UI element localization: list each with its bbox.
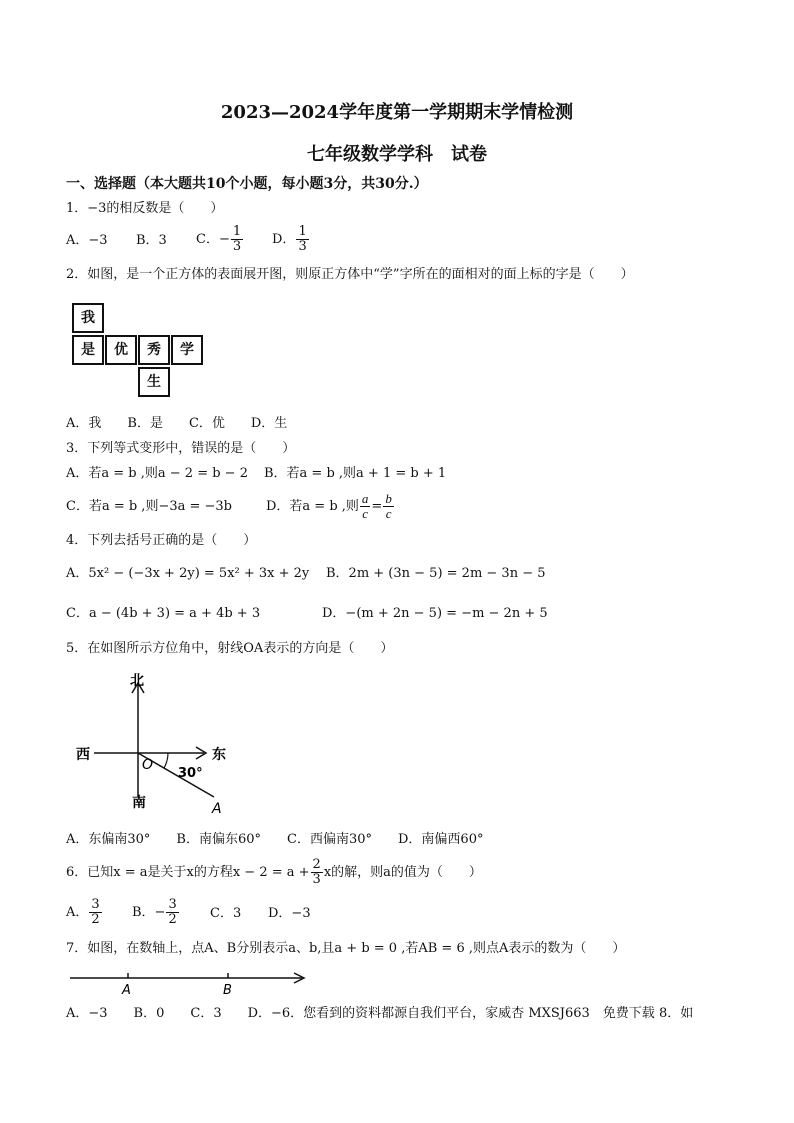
origin-label: O bbox=[142, 757, 154, 773]
cube-cell: 我 bbox=[72, 303, 104, 333]
angle-label: 30° bbox=[178, 766, 203, 781]
north-label: 北 bbox=[130, 673, 144, 689]
q1-stem: 1．−3的相反数是（ ） bbox=[66, 201, 224, 216]
q5-options: A．东偏南30° B．南偏东60° C．西偏南30° D．南偏西60° bbox=[66, 832, 484, 847]
q3-option-c: C．若a = b ,则−3a = −3b bbox=[66, 499, 232, 514]
cube-cell: 优 bbox=[105, 335, 137, 365]
point-a-label: A bbox=[122, 983, 131, 998]
q2-stem: 2．如图，是一个正方体的表面展开图，则原正方体中“学”字所在的面相对的面上标的字是（ ） bbox=[66, 267, 634, 282]
q6-option-a: A． $\frac{3}{2}$ bbox=[66, 897, 100, 927]
cube-cell: 生 bbox=[138, 367, 170, 397]
west-label: 西 bbox=[76, 747, 90, 763]
q6-option-c: C．3 bbox=[210, 906, 242, 921]
q1-option-c: C．− $\frac{1}{3}$ bbox=[196, 224, 242, 254]
cube-cell: 学 bbox=[171, 335, 203, 365]
number-line-figure bbox=[66, 970, 326, 1000]
point-b-label: B bbox=[223, 983, 232, 998]
q5-stem: 5．在如图所示方位角中，射线OA表示的方向是（ ） bbox=[66, 641, 394, 656]
exam-subtitle: 七年级数学学科 试卷 bbox=[307, 144, 487, 165]
q3-option-a: A．若a = b ,则a − 2 = b − 2 bbox=[66, 466, 248, 481]
direction-figure bbox=[66, 665, 256, 825]
q4-stem: 4．下列去括号正确的是（ ） bbox=[66, 533, 257, 548]
q7-stem: 7．如图，在数轴上，点A、B分别表示a、b,且a + b = 0 ,若AB = 6 ,则点A表示的数为（ ） bbox=[66, 941, 626, 956]
q4-option-d: D．−(m + 2n − 5) = −m − 2n + 5 bbox=[322, 606, 548, 621]
exam-title: 2023—2024学年度第一学期期末学情检测 bbox=[220, 102, 574, 123]
q3-option-b: B．若a = b ,则a + 1 = b + 1 bbox=[264, 466, 447, 481]
q3-stem: 3．下列等式变形中，错误的是（ ） bbox=[66, 441, 296, 456]
ray-end-label: A bbox=[212, 801, 222, 817]
q1-option-a: A．−3 bbox=[66, 233, 108, 248]
q1-option-d: D． $\frac{1}{3}$ bbox=[272, 224, 307, 254]
cube-cell: 是 bbox=[72, 335, 104, 365]
angle-arc bbox=[164, 753, 168, 768]
q3-option-d: D．若a = b ,则 $\frac{a}{c}$ = $\frac{b}{c}$ bbox=[266, 491, 392, 521]
q4-option-c: C．a − (4b + 3) = a + 4b + 3 bbox=[66, 606, 261, 621]
section-heading: 一、选择题（本大题共10个小题，每小题3分，共30分.） bbox=[66, 176, 428, 192]
q1-option-b: B．3 bbox=[136, 233, 167, 248]
q6-option-d: D．−3 bbox=[268, 906, 311, 921]
q6-option-b: B．− $\frac{3}{2}$ bbox=[132, 897, 177, 927]
cube-cell: 秀 bbox=[138, 335, 170, 365]
q7-options: A．−3 B．0 C．3 D．−6．您看到的资料都源自我们平台，家威杏 MXSJ663 免费下载 8．如 bbox=[66, 1006, 694, 1021]
q4-option-b: B．2m + (3n − 5) = 2m − 3n − 5 bbox=[326, 566, 546, 581]
q6-stem: 6．已知x = a是关于x的方程x − 2 = a + $\frac{2}{3}$ x的解，则a的值为（ ） bbox=[66, 857, 482, 887]
q2-options: A．我 B．是 C．优 D．生 bbox=[66, 416, 288, 431]
south-label: 南 bbox=[132, 795, 146, 811]
east-label: 东 bbox=[212, 747, 226, 763]
q4-option-a: A．5x² − (−3x + 2y) = 5x² + 3x + 2y bbox=[66, 566, 310, 581]
